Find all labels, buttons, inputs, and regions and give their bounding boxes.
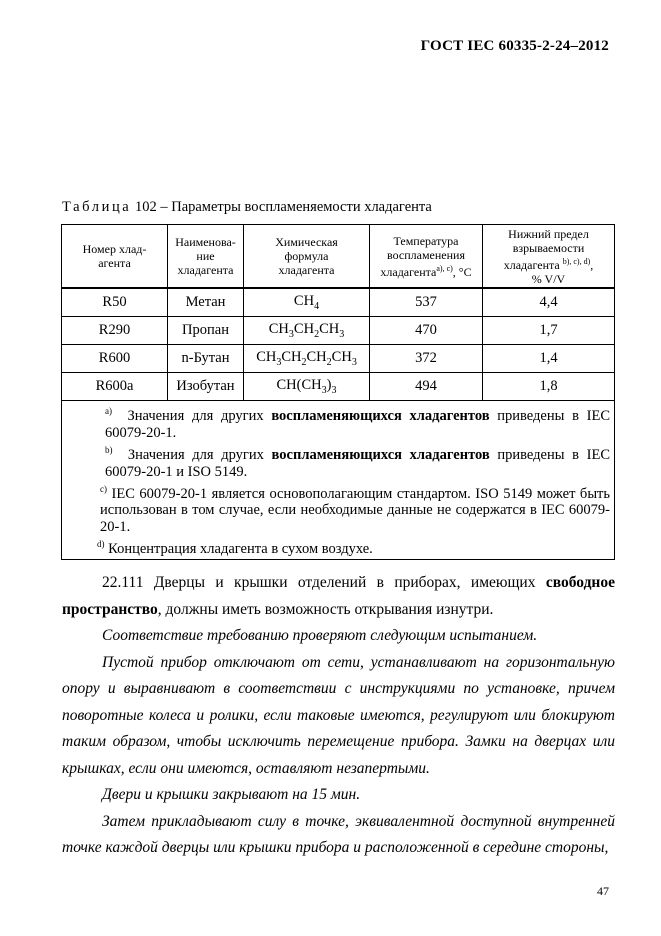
- cell-temperature: 537: [370, 288, 483, 317]
- standard-header: ГОСТ IEC 60335-2-24–2012: [420, 38, 609, 54]
- cell-lel: 1,4: [483, 345, 615, 373]
- note-a: $^{a)}$ Значения для других воспламеняющихся хладагентов приведены в IEC 60079-20-1.: [105, 406, 611, 441]
- table-notes-row: [62, 401, 615, 560]
- test-paragraph-1: Пустой прибор отключают от сети, устанавливают на горизонтальную опору и выравнивают в соответствии с инструкциями по установке, причем поворотные колеса и ролики, если таковые имеются, регулируют или блокируют таким образом, чтобы исключить перемещение прибора. Замки на дверцах или крышках, если они имеются, оставляют незапертыми.: [62, 653, 615, 777]
- cell-temperature: 494: [370, 373, 483, 401]
- cell-name: Пропан: [168, 317, 244, 345]
- table-row: [62, 373, 615, 401]
- cell-number: R600: [62, 345, 168, 373]
- table-row: [62, 288, 615, 317]
- note-d: $^{d)}$ Концентрация хладагента в сухом воздухе.: [97, 539, 373, 558]
- test-paragraph-2: Двери и крышки закрывают на 15 мин.: [102, 786, 361, 803]
- clause-22-111: 22.111 Дверцы и крышки отделений в приборах, имеющих свободное пространство, должны иметь возможность открывания изнутри.: [62, 574, 615, 618]
- test-paragraph-3: Затем прикладывают силу в точке, эквивалентной доступной внутренней точке каждой дверцы или крышки прибора и расположенной в середине стороны,: [62, 812, 615, 856]
- cell-name: n-Бутан: [168, 345, 244, 373]
- col-header-name: Наименова-ние хладагента: [168, 225, 244, 289]
- refrigerant-table: [61, 224, 615, 560]
- cell-formula: $CH_4$: [244, 288, 370, 317]
- cell-formula: $CH(CH_3)_3$: [244, 373, 370, 401]
- cell-temperature: 470: [370, 317, 483, 345]
- cell-name: Изобутан: [168, 373, 244, 401]
- cell-name: Метан: [168, 288, 244, 317]
- col-header-temperature: Температура воспламенения хладагента$^{a), c)}$, °С: [370, 225, 483, 289]
- table-caption-word: Таблица: [62, 199, 132, 215]
- cell-number: R50: [62, 288, 168, 317]
- table-row: [62, 317, 615, 345]
- page-number: 47: [597, 884, 609, 898]
- table-caption-title: 102 – Параметры воспламеняемости хладагента: [134, 199, 432, 215]
- clause-body: [62, 570, 615, 862]
- cell-number: R290: [62, 317, 168, 345]
- table-caption: [62, 199, 432, 216]
- col-header-lel: Нижний предел взрываемости хладагента $^{b), c), d)}$, % V/V: [483, 225, 615, 289]
- col-header-number: Номер хлад-агента: [62, 225, 168, 289]
- table-header-row: [62, 225, 615, 289]
- cell-formula: $CH_3CH_2CH_3$: [244, 317, 370, 345]
- compliance-text: Соответствие требованию проверяют следующим испытанием.: [102, 627, 538, 644]
- table-notes: [62, 401, 615, 560]
- note-b: $^{b)}$ Значения для других воспламеняющихся хладагентов приведены в IEC 60079-20-1 и ISO 5149.: [105, 444, 611, 480]
- cell-number: R600a: [62, 373, 168, 401]
- note-c: $^{c)}$ IEC 60079-20-1 является основополагающим стандартом. ISO 5149 может быть использован в том случае, если необходимые данные не содержатся в IEC 60079-20-1.: [100, 483, 611, 536]
- cell-lel: 4,4: [483, 288, 615, 317]
- table-row: [62, 345, 615, 373]
- cell-lel: 1,8: [483, 373, 615, 401]
- cell-lel: 1,7: [483, 317, 615, 345]
- cell-temperature: 372: [370, 345, 483, 373]
- col-header-formula: Химическая формула хладагента: [244, 225, 370, 289]
- cell-formula: $CH_3CH_2CH_2CH_3$: [244, 345, 370, 373]
